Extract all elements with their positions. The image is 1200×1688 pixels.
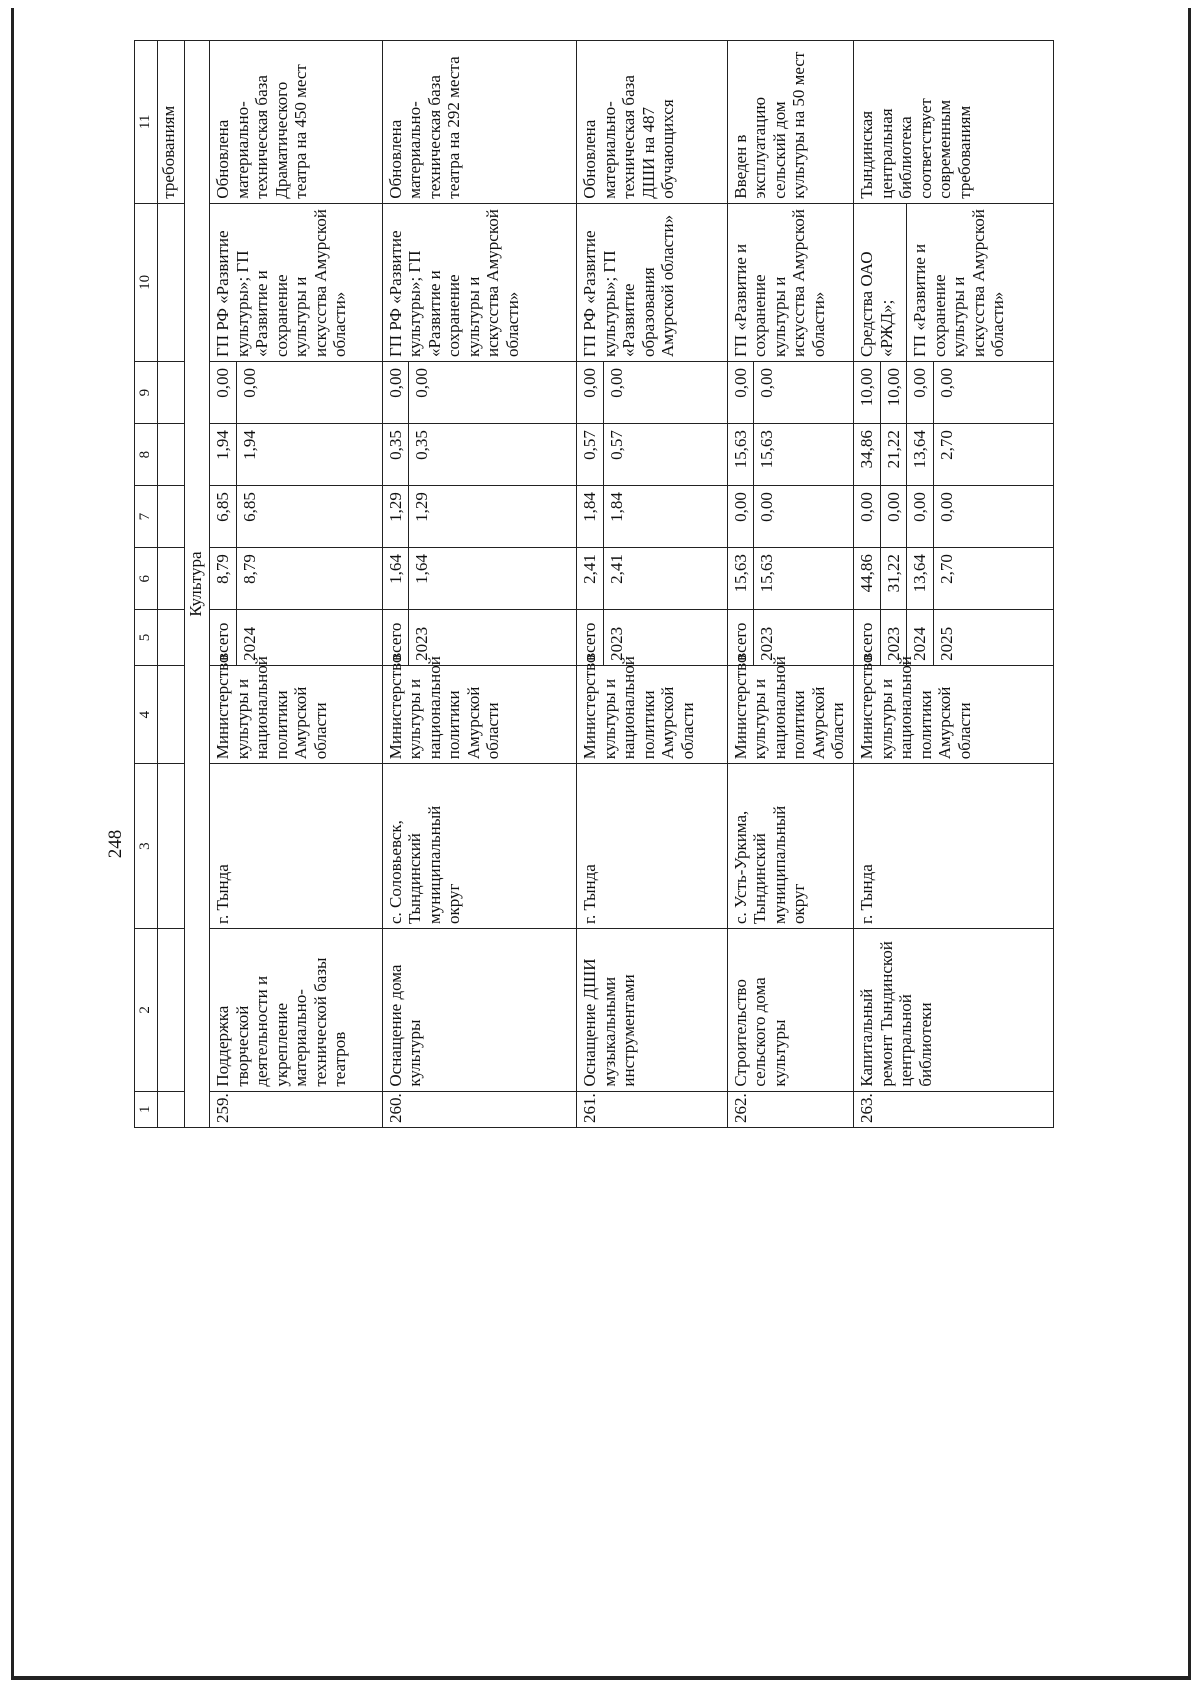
row-value-c6: 2,70	[933, 548, 1053, 610]
row-value-c7: 1,84	[577, 486, 604, 548]
row-responsible: Министерство культуры и национальной политики Амурской области	[210, 665, 383, 763]
row-value-c9: 0,00	[907, 362, 934, 424]
col-number: 7	[135, 486, 158, 548]
section-title: Культура	[185, 41, 210, 1128]
row-value-c6: 2,41	[577, 548, 604, 610]
row-value-c7: 0,00	[727, 486, 754, 548]
row-result: Обновлена материально-техническая база Драматического театра на 450 мест	[210, 41, 383, 204]
row-value-c6: 13,64	[907, 548, 934, 610]
row-name: Поддержка творческой деятельности и укрепление материально-технической базы театров	[210, 929, 383, 1092]
document-table-wrapper	[134, 40, 1070, 1128]
row-location: г. Тында	[577, 764, 728, 929]
col-number: 3	[135, 764, 158, 929]
row-value-c7: 0,00	[754, 486, 854, 548]
row-period: всего	[727, 610, 754, 666]
row-responsible: Министерство культуры и национальной политики Амурской области	[854, 665, 1054, 763]
row-result: Тындинская центральная библиотека соответствует современным требованиям	[854, 41, 1054, 204]
col-number: 4	[135, 665, 158, 763]
table-row	[382, 41, 409, 1128]
row-responsible: Министерство культуры и национальной политики Амурской области	[382, 665, 577, 763]
row-period: 2023	[754, 610, 854, 666]
rotated-table-container	[134, 40, 1070, 1128]
row-location: с. Усть-Уркима, Тындинский муниципальный округ	[727, 764, 854, 929]
page-number: 248	[105, 829, 126, 859]
row-period: всего	[854, 610, 881, 666]
row-value-c8: 34,86	[854, 424, 881, 486]
row-period: всего	[577, 610, 604, 666]
row-value-c9: 0,00	[577, 362, 604, 424]
row-value-c9: 0,00	[754, 362, 854, 424]
row-value-c8: 1,94	[236, 424, 382, 486]
col-number: 2	[135, 929, 158, 1092]
row-value-c9: 0,00	[236, 362, 382, 424]
row-program-a: Средства ОАО «РЖД»;	[854, 203, 907, 361]
row-value-c9: 0,00	[603, 362, 727, 424]
row-name: Капитальный ремонт Тындинской центральной библиотеки	[854, 929, 1054, 1092]
row-value-c7: 0,00	[880, 486, 907, 548]
col-number: 11	[135, 41, 158, 204]
row-result: Обновлена материально-техническая база театра на 292 места	[382, 41, 577, 204]
row-value-c8: 2,70	[933, 424, 1053, 486]
col-number: 5	[135, 610, 158, 666]
row-value-c8: 0,35	[409, 424, 577, 486]
row-value-c8: 15,63	[727, 424, 754, 486]
row-period: всего	[382, 610, 409, 666]
row-value-c8: 21,22	[880, 424, 907, 486]
row-value-c9: 0,00	[409, 362, 577, 424]
row-value-c6: 8,79	[236, 548, 382, 610]
row-value-c7: 1,29	[409, 486, 577, 548]
row-value-c7: 0,00	[854, 486, 881, 548]
row-period: 2025	[933, 610, 1053, 666]
col-number: 1	[135, 1091, 158, 1127]
row-value-c8: 0,57	[577, 424, 604, 486]
row-value-c9: 0,00	[933, 362, 1053, 424]
col-number: 6	[135, 548, 158, 610]
program-table	[134, 40, 1054, 1128]
row-number: 259.	[210, 1091, 383, 1127]
row-number: 261.	[577, 1091, 728, 1127]
row-number: 263.	[854, 1091, 1054, 1127]
row-period: 2024	[907, 610, 934, 666]
row-responsible: Министерство культуры и национальной политики Амурской области	[727, 665, 854, 763]
row-value-c6: 44,86	[854, 548, 881, 610]
row-value-c8: 13,64	[907, 424, 934, 486]
row-value-c8: 15,63	[754, 424, 854, 486]
row-value-c9: 0,00	[210, 362, 237, 424]
row-value-c9: 10,00	[854, 362, 881, 424]
row-program: ГП РФ «Развитие культуры»; ГП «Развитие образования Амурской области»	[577, 203, 728, 361]
row-value-c6: 31,22	[880, 548, 907, 610]
row-location: с. Соловьевск, Тындинский муниципальный округ	[382, 764, 577, 929]
row-responsible: Министерство культуры и национальной политики Амурской области	[577, 665, 728, 763]
row-value-c6: 15,63	[754, 548, 854, 610]
table-row	[577, 41, 604, 1128]
row-value-c6: 1,64	[409, 548, 577, 610]
continuation-row	[158, 41, 185, 1128]
col-number: 8	[135, 424, 158, 486]
col-number: 9	[135, 362, 158, 424]
row-period: 2023	[880, 610, 907, 666]
row-name: Оснащение ДШИ музыкальными инструментами	[577, 929, 728, 1092]
row-program: ГП «Развитие и сохранение культуры и искусства Амурской области»	[727, 203, 854, 361]
row-program: ГП РФ «Развитие культуры»; ГП «Развитие и сохранение культуры и искусства Амурской области»	[382, 203, 577, 361]
row-location: г. Тында	[210, 764, 383, 929]
row-period: 2024	[236, 610, 382, 666]
table-row	[210, 41, 237, 1128]
section-row	[185, 41, 210, 1128]
row-name: Строительство сельского дома культуры	[727, 929, 854, 1092]
row-value-c7: 0,00	[907, 486, 934, 548]
row-value-c7: 6,85	[236, 486, 382, 548]
row-location: г. Тында	[854, 764, 1054, 929]
table-row	[727, 41, 754, 1128]
row-value-c9: 0,00	[727, 362, 754, 424]
row-result: Обновлена материально-техническая база ДШИ на 487 обучающихся	[577, 41, 728, 204]
row-period: всего	[210, 610, 237, 666]
row-value-c6: 1,64	[382, 548, 409, 610]
row-program-b: ГП «Развитие и сохранение культуры и искусства Амурской области»	[907, 203, 1054, 361]
row-value-c6: 8,79	[210, 548, 237, 610]
continuation-text: требованиям	[158, 41, 185, 204]
row-value-c8: 1,94	[210, 424, 237, 486]
row-value-c9: 0,00	[382, 362, 409, 424]
column-number-row	[135, 41, 158, 1128]
row-name: Оснащение дома культуры	[382, 929, 577, 1092]
row-value-c9: 10,00	[880, 362, 907, 424]
row-program: ГП РФ «Развитие культуры»; ГП «Развитие и сохранение культуры и искусства Амурской области»	[210, 203, 383, 361]
row-value-c7: 0,00	[933, 486, 1053, 548]
row-value-c7: 1,29	[382, 486, 409, 548]
row-value-c8: 0,35	[382, 424, 409, 486]
row-value-c8: 0,57	[603, 424, 727, 486]
col-number: 10	[135, 203, 158, 361]
row-value-c6: 15,63	[727, 548, 754, 610]
row-number: 262.	[727, 1091, 854, 1127]
row-value-c6: 2,41	[603, 548, 727, 610]
row-result: Введен в эксплуатацию сельский дом культуры на 50 мест	[727, 41, 854, 204]
row-value-c7: 6,85	[210, 486, 237, 548]
row-value-c7: 1,84	[603, 486, 727, 548]
row-number: 260.	[382, 1091, 577, 1127]
row-period: 2023	[409, 610, 577, 666]
table-row	[854, 41, 881, 1128]
row-period: 2023	[603, 610, 727, 666]
